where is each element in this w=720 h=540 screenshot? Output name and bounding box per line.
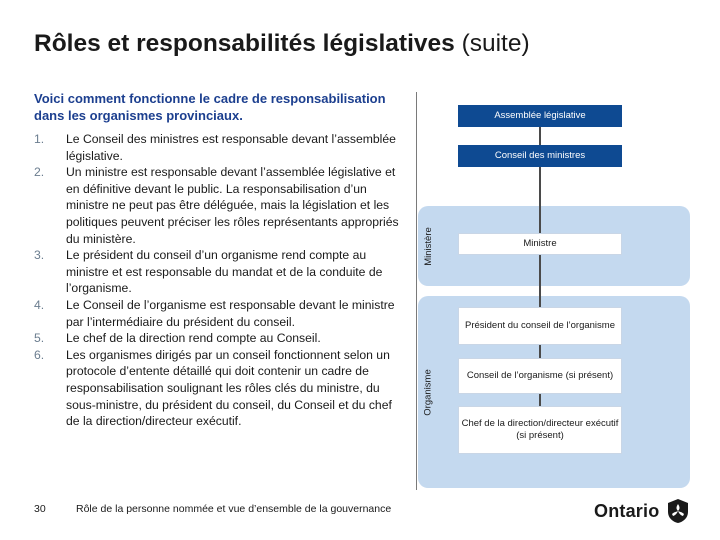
ontario-logo xyxy=(594,498,691,524)
list-item-text: Le chef de la direction rend compte au Conseil. xyxy=(66,331,321,346)
list-item-text: Le président du conseil d’un organisme rend compte au ministre et est responsable du mandat et de la conduite de l’organisme. xyxy=(66,248,383,296)
organisme-zone-label: Organisme xyxy=(422,368,434,416)
connector-line xyxy=(539,127,541,145)
list-item-number: 1. xyxy=(34,132,45,146)
chef-direction-box: Chef de la direction/directeur exécutif (si présent) xyxy=(458,406,622,454)
intro-text: Voici comment fonctionne le cadre de responsabilisation dans les organismes provinciaux. xyxy=(34,91,386,123)
assemblee-legislative-box: Assemblée législative xyxy=(458,105,622,127)
list-item xyxy=(34,330,406,347)
list-item-text: Les organismes dirigés par un conseil fonctionnent selon un protocole d’entente détaillé qui doit contenir un cadre de responsabilisation soulignant les rôles clés du ministre, du sous-ministre, du président du conseil, du Conseil et du chef de la direction/directeur exécutif. xyxy=(66,347,392,429)
ministere-zone-label: Ministère xyxy=(422,226,434,266)
connector-line xyxy=(539,167,541,233)
list-item-number: 3. xyxy=(34,248,45,263)
list-item xyxy=(34,297,406,330)
list-item-text: Le Conseil de l’organisme est responsable devant le ministre par l’intermédiaire du président du conseil. xyxy=(66,297,395,329)
page-title-suffix: (suite) xyxy=(461,30,530,57)
ministre-box: Ministre xyxy=(458,233,622,255)
connector-line xyxy=(539,255,541,307)
trillium-icon xyxy=(665,498,691,524)
list-item-number: 6. xyxy=(34,347,45,362)
page-title-main: Rôles et responsabilités législatives xyxy=(34,30,455,57)
connector-line xyxy=(539,394,541,406)
page-number: 30 xyxy=(34,503,46,515)
connector-line xyxy=(539,345,541,358)
list-item xyxy=(34,347,406,430)
president-conseil-box: Président du conseil de l’organisme xyxy=(458,307,622,345)
footer-caption: Rôle de la personne nommée et vue d’ensemble de la gouvernance xyxy=(76,503,392,515)
column-divider xyxy=(416,92,417,490)
list-item-text: Un ministre est responsable devant l’assemblée législative et en définitive devant le public. La responsabilisation d’un ministre ne peut pas être déléguée, mais la législation et les politiques peuvent préciser les rôles représentants appropriés du ministère. xyxy=(66,165,399,246)
conseil-organisme-box: Conseil de l’organisme (si présent) xyxy=(458,358,622,394)
page-title xyxy=(34,30,530,58)
conseil-des-ministres-box: Conseil des ministres xyxy=(458,145,622,167)
ontario-logo-text: Ontario xyxy=(594,500,660,521)
responsibility-list xyxy=(34,131,406,430)
list-item xyxy=(34,164,406,247)
list-item xyxy=(34,247,406,297)
list-item xyxy=(34,131,406,164)
list-item-number: 5. xyxy=(34,331,45,346)
list-item-number: 2. xyxy=(34,165,45,180)
list-item-text: Le Conseil des ministres est responsable devant l’assemblée législative. xyxy=(66,132,396,163)
list-item-number: 4. xyxy=(34,297,45,312)
